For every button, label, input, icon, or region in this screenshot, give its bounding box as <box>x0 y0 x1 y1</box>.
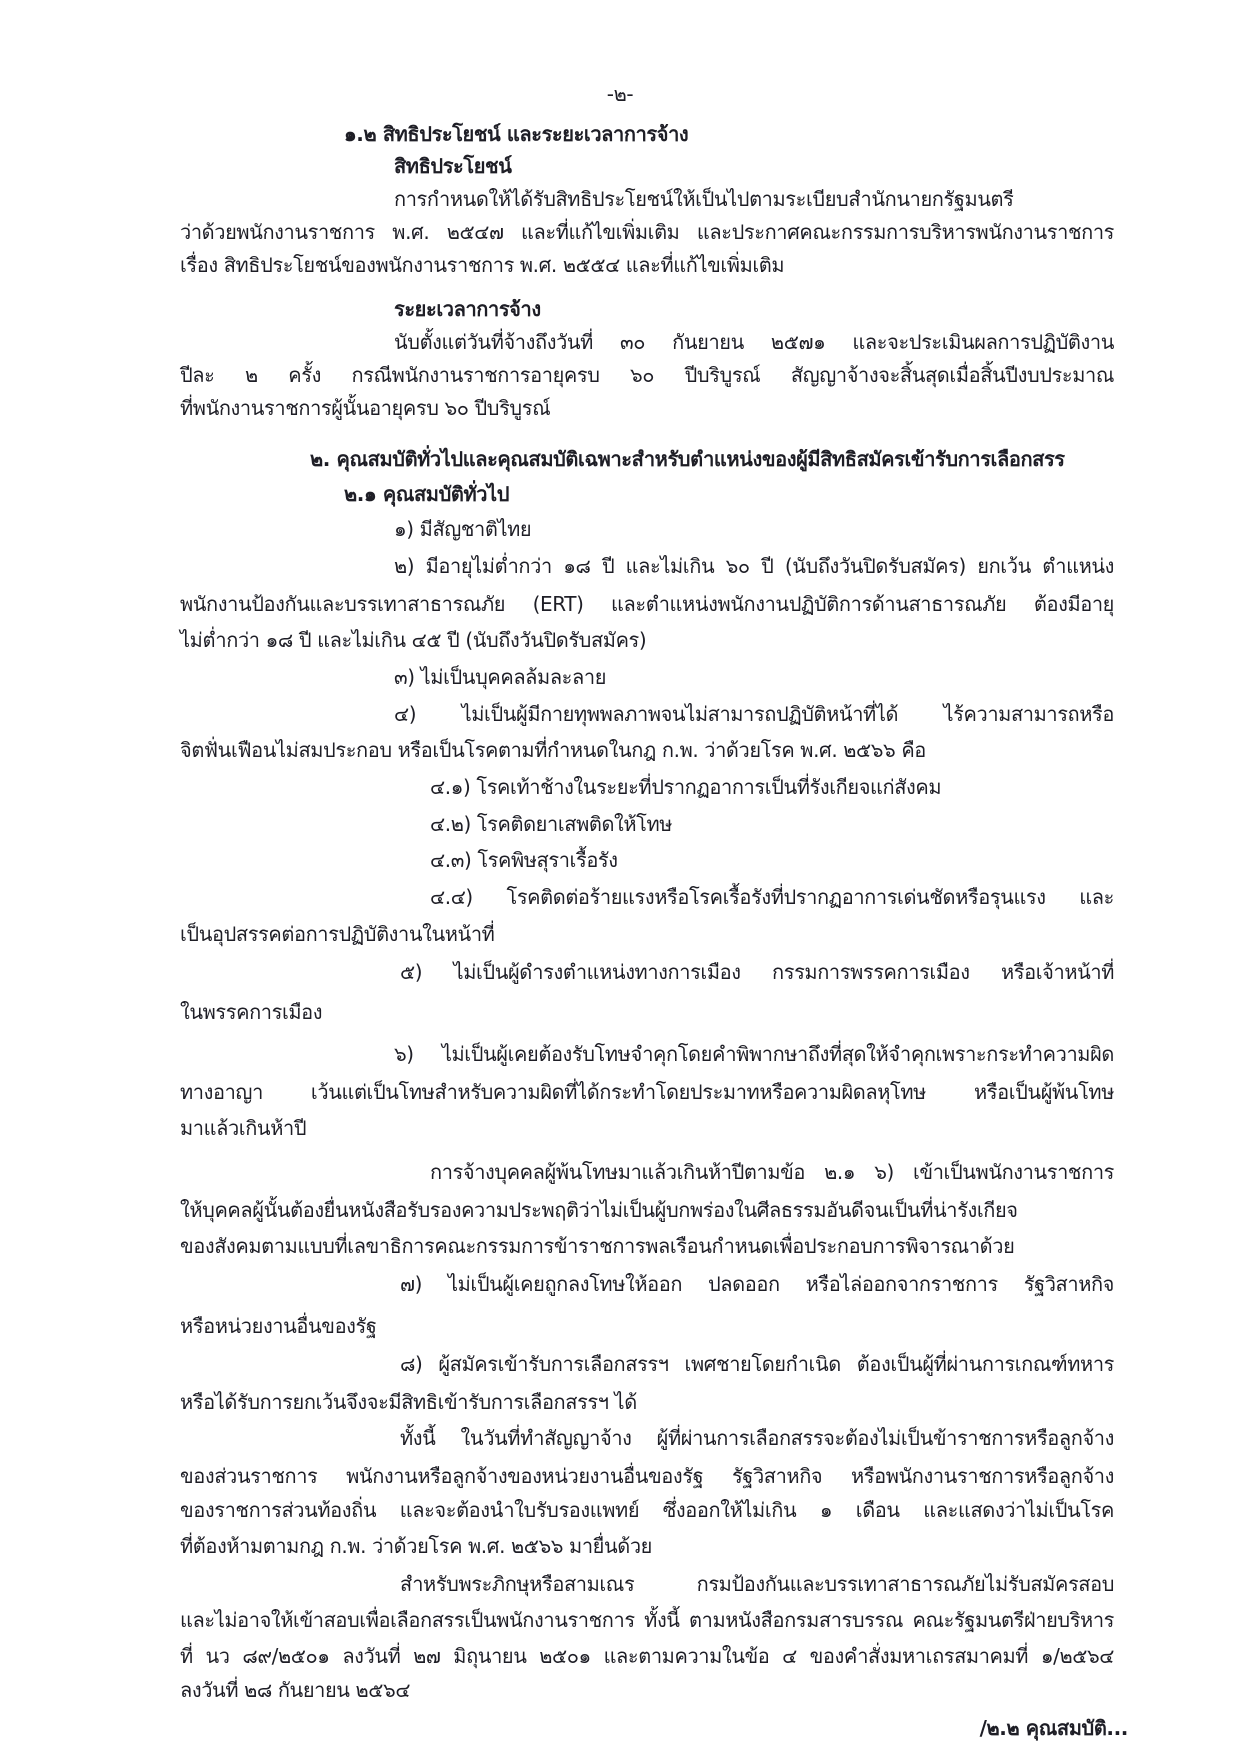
qualification-item-8: หรือได้รับการยกเว้นจึงจะมีสิทธิเข้ารับการเลือกสรรฯ ได้ <box>180 1390 637 1414</box>
disease-item-4-3: ๔.๓) โรคพิษสุราเรื้อรัง <box>430 848 618 872</box>
disease-item-4-4: เป็นอุปสรรคต่อการปฏิบัติงานในหน้าที่ <box>180 922 495 946</box>
contract-note: ทั้งนี้ ในวันที่ทำสัญญาจ้าง ผู้ที่ผ่านการเลือกสรรจะต้องไม่เป็นข้าราชการหรือลูกจ้าง <box>400 1426 1114 1450</box>
qualification-item-6: ทางอาญา เว้นแต่เป็นโทษสำหรับความผิดที่ได้กระทำโดยประมาทหรือความผิดลหุโทษ หรือเป็นผู้พ้นโทษ <box>180 1080 1114 1104</box>
benefits-line: เรื่อง สิทธิประโยชน์ของพนักงานราชการ พ.ศ. ๒๕๕๔ และที่แก้ไขเพิ่มเติม <box>180 253 785 277</box>
monk-note: และไม่อาจให้เข้าสอบเพื่อเลือกสรรเป็นพนักงานราชการ ทั้งนี้ ตามหนังสือกรมสารบรรณ คณะรัฐมนตรีฝ่ายบริหาร <box>180 1608 1114 1632</box>
qualification-item-1: ๑) มีสัญชาติไทย <box>394 517 532 541</box>
period-line: นับตั้งแต่วันที่จ้างถึงวันที่ ๓๐ กันยายน ๒๕๗๑ และจะประเมินผลการปฏิบัติงาน <box>394 330 1114 354</box>
section-1-2-heading: ๑.๒ สิทธิประโยชน์ และระยะเวลาการจ้าง <box>344 122 689 146</box>
disease-item-4-2: ๔.๒) โรคติดยาเสพติดให้โทษ <box>430 812 673 836</box>
benefits-line: ว่าด้วยพนักงานราชการ พ.ศ. ๒๕๔๗ และที่แก้ไขเพิ่มเติม และประกาศคณะกรรมการบริหารพนักงานราชการ <box>180 220 1114 244</box>
qualification-item-5: ในพรรคการเมือง <box>180 1000 323 1024</box>
period-line: ที่พนักงานราชการผู้นั้นอายุครบ ๖๐ ปีบริบูรณ์ <box>180 396 551 420</box>
monk-note: ที่ นว ๘๙/๒๕๐๑ ลงวันที่ ๒๗ มิถุนายน ๒๕๐๑ และตามความในข้อ ๔ ของคำสั่งมหาเถรสมาคมที่ ๑/๒๕๖๔ <box>180 1644 1114 1668</box>
section-2-heading: ๒. คุณสมบัติทั่วไปและคุณสมบัติเฉพาะสำหรับตำแหน่งของผู้มีสิทธิสมัครเข้ารับการเลือกสรร <box>310 447 1065 471</box>
page-number: -๒- <box>606 82 634 106</box>
qualification-item-5: ๕) ไม่เป็นผู้ดำรงตำแหน่งทางการเมือง กรรมการพรรคการเมือง หรือเจ้าหน้าที่ <box>400 960 1114 984</box>
monk-note: สำหรับพระภิกษุหรือสามเณร กรมป้องกันและบรรเทาสาธารณภัยไม่รับสมัครสอบ <box>400 1572 1114 1596</box>
contract-note: ที่ต้องห้ามตามกฎ ก.พ. ว่าด้วยโรค พ.ศ. ๒๕๖๖ มายื่นด้วย <box>180 1534 652 1558</box>
qualification-item-6: ๖) ไม่เป็นผู้เคยต้องรับโทษจำคุกโดยคำพิพากษาถึงที่สุดให้จำคุกเพราะกระทำความผิด <box>394 1042 1114 1066</box>
benefits-line: การกำหนดให้ได้รับสิทธิประโยชน์ให้เป็นไปตามระเบียบสำนักนายกรัฐมนตรี <box>394 187 1014 211</box>
contract-note: ของส่วนราชการ พนักงานหรือลูกจ้างของหน่วยงานอื่นของรัฐ รัฐวิสาหกิจ หรือพนักงานราชการหรือลูกจ้าง <box>180 1464 1114 1488</box>
qualification-item-2: ๒) มีอายุไม่ต่ำกว่า ๑๘ ปี และไม่เกิน ๖๐ ปี (นับถึงวันปิดรับสมัคร) ยกเว้น ตำแหน่ง <box>394 554 1114 578</box>
qualification-item-6: มาแล้วเกินห้าปี <box>180 1116 307 1140</box>
monk-note: ลงวันที่ ๒๘ กันยายน ๒๕๖๔ <box>180 1678 411 1702</box>
qualification-item-7: หรือหน่วยงานอื่นของรัฐ <box>180 1314 377 1338</box>
disease-item-4-1: ๔.๑) โรคเท้าช้างในระยะที่ปรากฏอาการเป็นที่รังเกียจแก่สังคม <box>430 775 942 799</box>
qualification-item-2: พนักงานป้องกันและบรรเทาสาธารณภัย (ERT) และตำแหน่งพนักงานปฏิบัติการด้านสาธารณภัย ต้องมีอายุ <box>180 592 1114 616</box>
qualification-item-3: ๓) ไม่เป็นบุคคลล้มละลาย <box>394 665 607 689</box>
qualification-item-4: ๔) ไม่เป็นผู้มีกายทุพพลภาพจนไม่สามารถปฏิบัติหน้าที่ได้ ไร้ความสามารถหรือ <box>394 702 1114 726</box>
item-6-note: การจ้างบุคคลผู้พ้นโทษมาแล้วเกินห้าปีตามข้อ ๒.๑ ๖) เข้าเป็นพนักงานราชการ <box>430 1160 1114 1184</box>
qualification-item-4: จิตฟั่นเฟือนไม่สมประกอบ หรือเป็นโรคตามที่กำหนดในกฎ ก.พ. ว่าด้วยโรค พ.ศ. ๒๕๖๖ คือ <box>180 738 926 762</box>
continuation-marker: /๒.๒ คุณสมบัติ... <box>979 1716 1128 1740</box>
disease-item-4-4: ๔.๔) โรคติดต่อร้ายแรงหรือโรคเรื้อรังที่ปรากฏอาการเด่นชัดหรือรุนแรง และ <box>430 885 1114 909</box>
qualification-item-8: ๘) ผู้สมัครเข้ารับการเลือกสรรฯ เพศชายโดยกำเนิด ต้องเป็นผู้ที่ผ่านการเกณฑ์ทหาร <box>400 1352 1114 1376</box>
period-heading: ระยะเวลาการจ้าง <box>394 297 541 321</box>
contract-note: ของราชการส่วนท้องถิ่น และจะต้องนำใบรับรองแพทย์ ซึ่งออกให้ไม่เกิน ๑ เดือน และแสดงว่าไม่เป็นโรค <box>180 1498 1114 1522</box>
qualification-item-2: ไม่ต่ำกว่า ๑๘ ปี และไม่เกิน ๔๕ ปี (นับถึงวันปิดรับสมัคร) <box>180 628 647 652</box>
section-2-1-heading: ๒.๑ คุณสมบัติทั่วไป <box>344 482 510 506</box>
item-6-note: ของสังคมตามแบบที่เลขาธิการคณะกรรมการข้าราชการพลเรือนกำหนดเพื่อประกอบการพิจารณาด้วย <box>180 1234 1015 1258</box>
item-6-note: ให้บุคคลผู้นั้นต้องยื่นหนังสือรับรองความประพฤติว่าไม่เป็นผู้บกพร่องในศีลธรรมอันดีจนเป็นที่น่ารังเกียจ <box>180 1198 1018 1222</box>
qualification-item-7: ๗) ไม่เป็นผู้เคยถูกลงโทษให้ออก ปลดออก หรือไล่ออกจากราชการ รัฐวิสาหกิจ <box>400 1272 1114 1296</box>
period-line: ปีละ ๒ ครั้ง กรณีพนักงานราชการอายุครบ ๖๐ ปีบริบูรณ์ สัญญาจ้างจะสิ้นสุดเมื่อสิ้นปีงบประมาณ <box>180 363 1114 387</box>
benefits-heading: สิทธิประโยชน์ <box>394 154 512 178</box>
